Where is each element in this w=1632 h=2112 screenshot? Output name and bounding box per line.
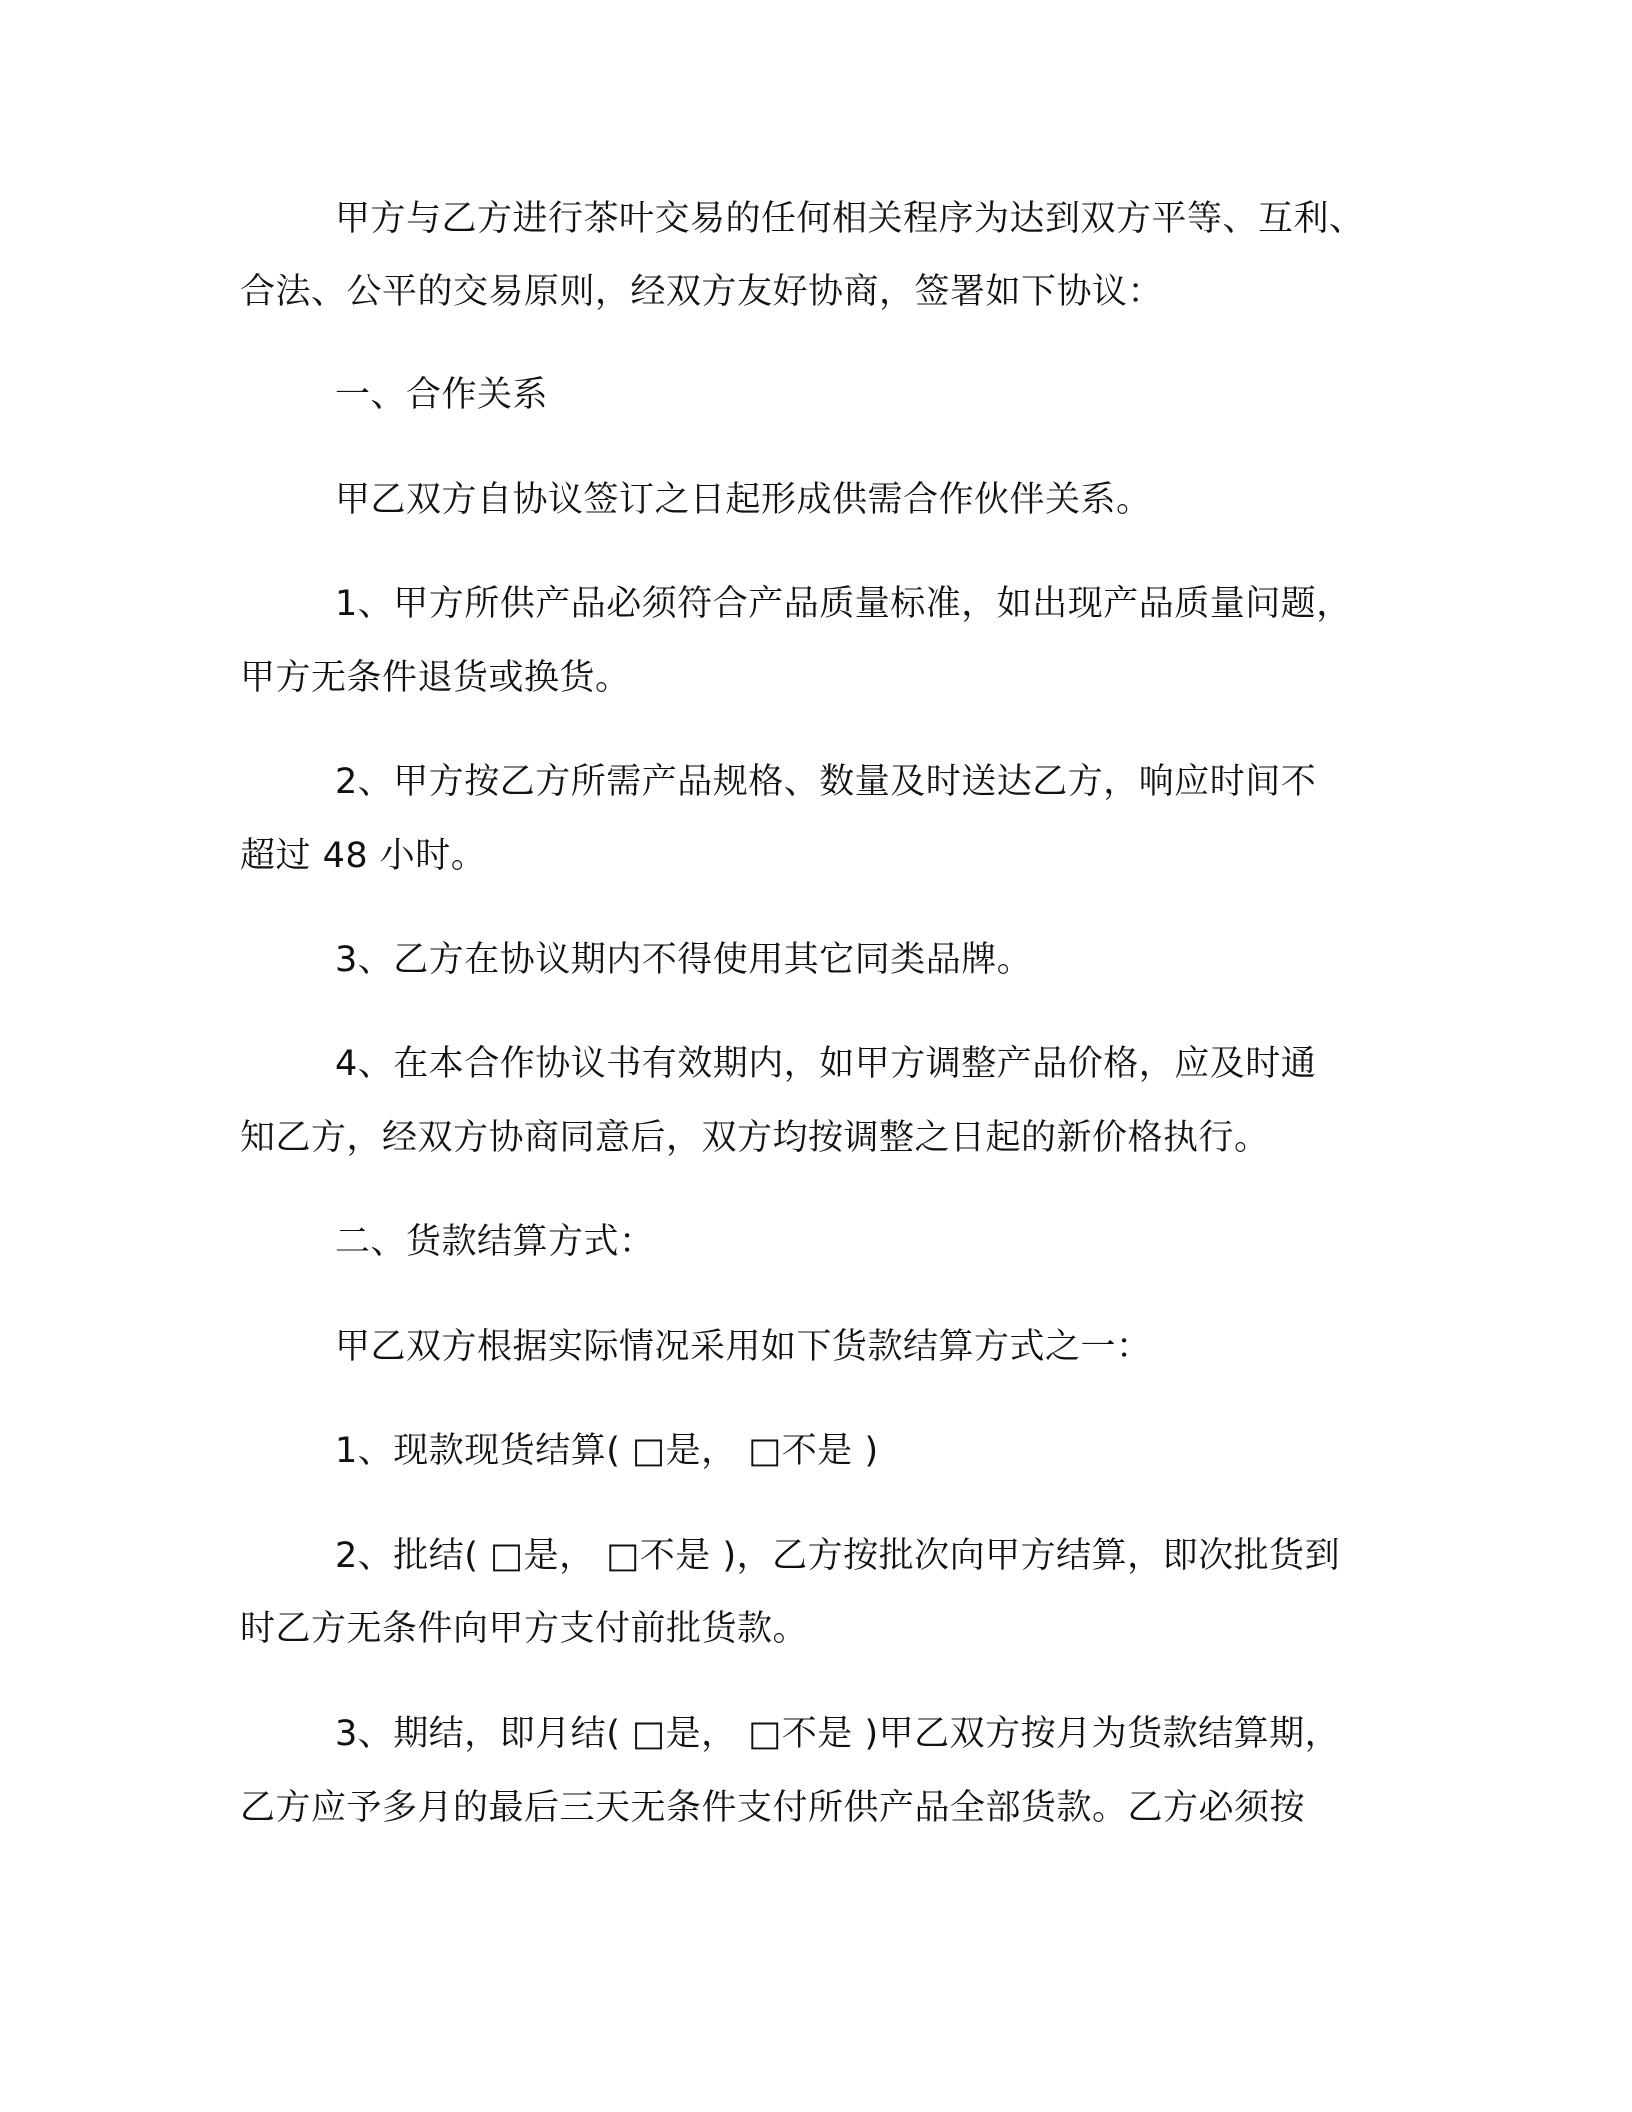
clause-4-line-2: 知乙方，经双方协商同意后，双方均按调整之日起的新价格执行。 — [240, 1118, 1270, 1158]
payment-option-3-line-2: 乙方应予多月的最后三天无条件支付所供产品全部货款。乙方必须按 — [240, 1788, 1306, 1828]
payment-option-2-line-1: 2、批结( □是， □不是 )，乙方按批次向甲方结算，即次批货到 — [335, 1536, 1341, 1576]
payment-option-1: 1、现款现货结算( □是， □不是 ) — [335, 1431, 879, 1471]
paragraph-partnership: 甲乙双方自协议签订之日起形成供需合作伙伴关系。 — [335, 480, 1152, 520]
clause-2-line-1: 2、甲方按乙方所需产品规格、数量及时送达乙方，响应时间不 — [335, 762, 1317, 802]
section-heading-cooperation: 一、合作关系 — [335, 375, 549, 415]
clause-1-line-2: 甲方无条件退货或换货。 — [240, 658, 631, 698]
paragraph-intro-line-2: 合法、公平的交易原则，经双方友好协商，签署如下协议： — [240, 272, 1164, 312]
payment-option-2-line-2: 时乙方无条件向甲方支付前批货款。 — [240, 1609, 809, 1649]
paragraph-intro-line-1: 甲方与乙方进行茶叶交易的任何相关程序为达到双方平等、互利、 — [335, 199, 1365, 239]
clause-3: 3、乙方在协议期内不得使用其它同类品牌。 — [335, 940, 1033, 980]
section-heading-payment: 二、货款结算方式： — [335, 1222, 655, 1262]
paragraph-payment-methods: 甲乙双方根据实际情况采用如下货款结算方式之一： — [335, 1327, 1152, 1367]
payment-option-3-line-1: 3、期结，即月结( □是， □不是 )甲乙双方按月为货款结算期， — [335, 1714, 1341, 1754]
clause-2-line-2: 超过 48 小时。 — [240, 836, 487, 876]
clause-1-line-1: 1、甲方所供产品必须符合产品质量标准，如出现产品质量问题， — [335, 584, 1352, 624]
clause-4-line-1: 4、在本合作协议书有效期内，如甲方调整产品价格，应及时通 — [335, 1044, 1317, 1084]
